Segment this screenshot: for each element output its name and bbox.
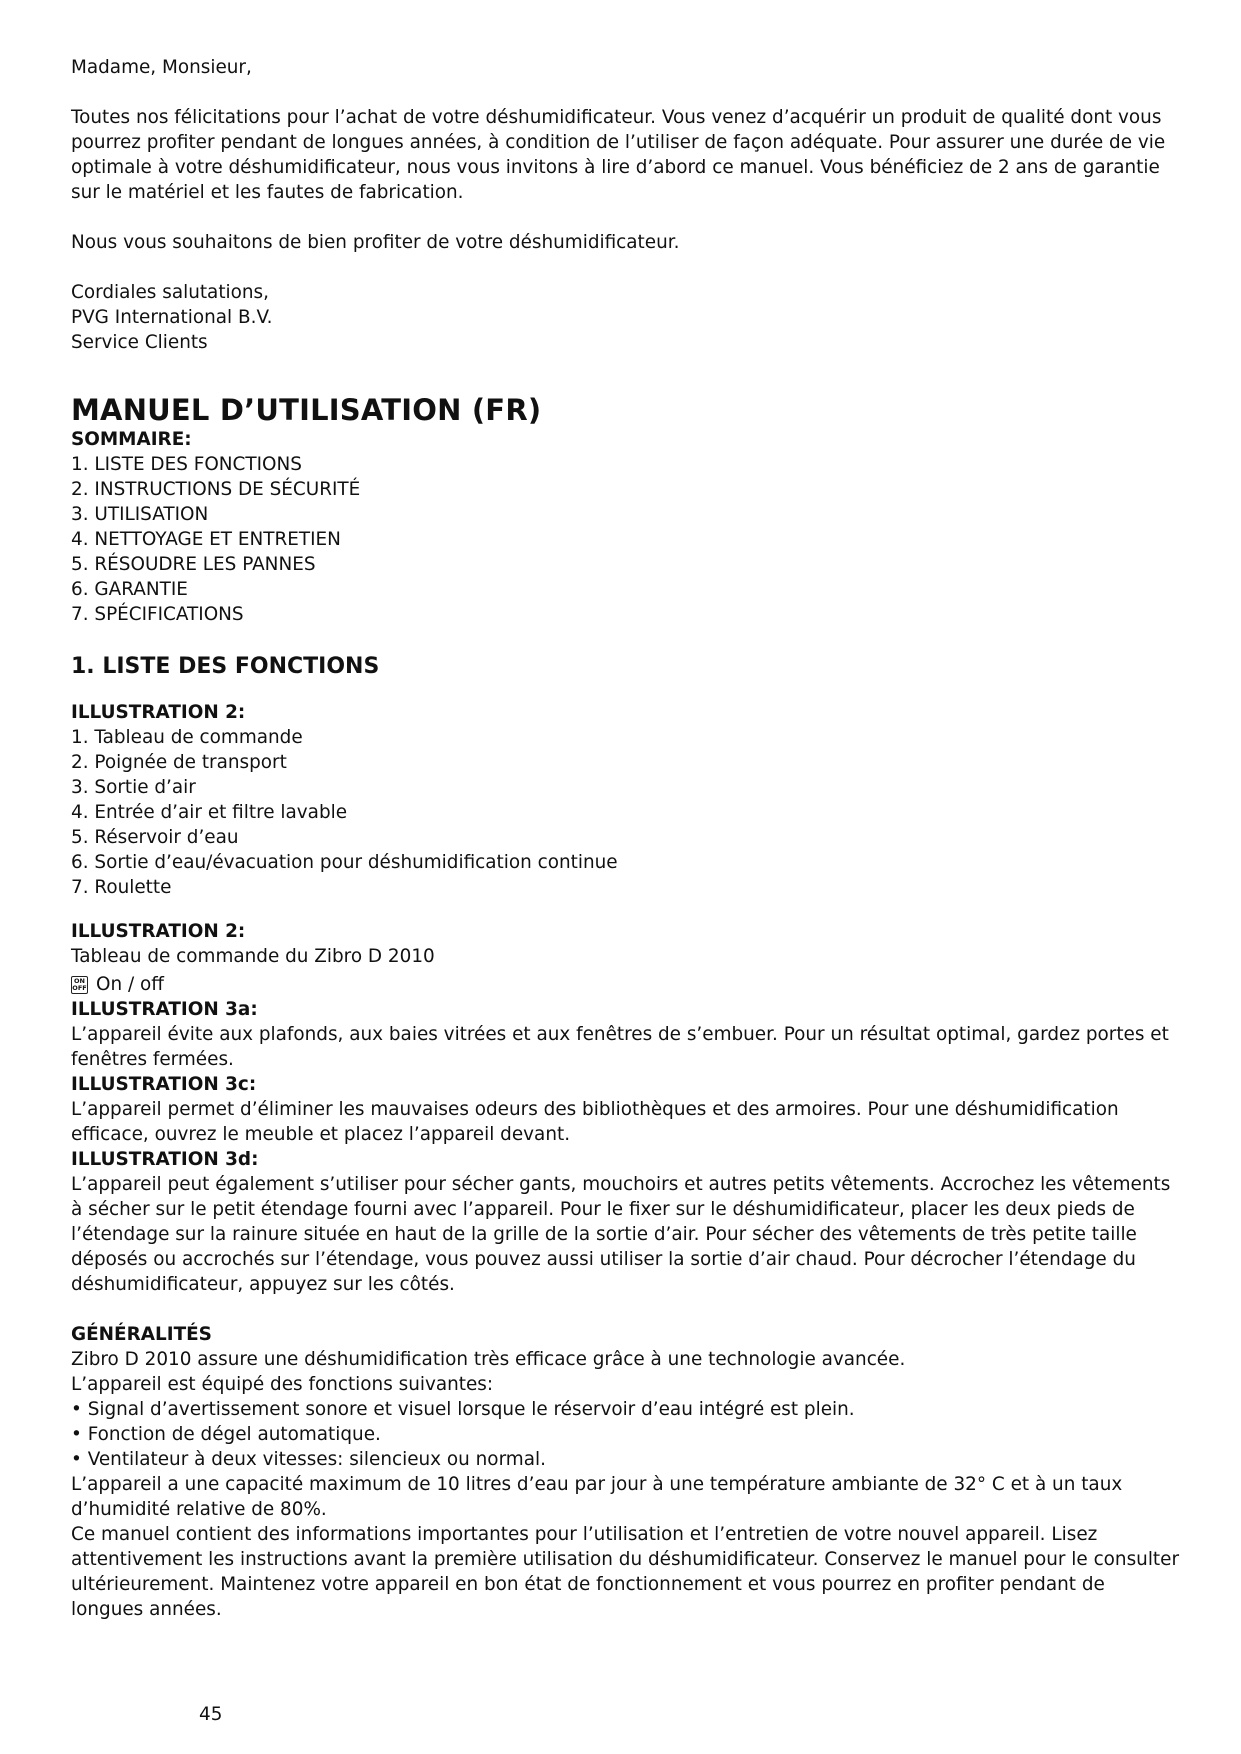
general-line: L’appareil est équipé des fonctions suivantes: [71,1374,494,1395]
toc-item: 6. GARANTIE [71,579,188,600]
toc-item: 2. INSTRUCTIONS DE SÉCURITÉ [71,479,361,500]
power-button-icon [71,976,88,994]
closing-line: PVG International B.V. [71,307,273,328]
general-section [71,1322,1181,1622]
toc-heading: SOMMAIRE: [71,429,192,450]
document-page [71,55,1181,1622]
info-text: Ce manuel contient des informations importantes pour l’utilisation et l’entretien de votre nouvel appareil. Lisez attentivement les instructions avant la première utilisation du déshumidificateur. Conservez le manuel pour le consulter ultérieurement. Maintenez votre appareil en bon état de fonctionnement et vous pourrez en profiter pendant de longues années. [71,1524,1180,1620]
illustration-heading: ILLUSTRATION 3c: [71,1074,257,1095]
illustration-heading: ILLUSTRATION 2: [71,921,246,942]
table-of-contents [71,427,1181,627]
onoff-label: On / off [96,974,164,995]
wish-paragraph: Nous vous souhaitons de bien profiter de votre déshumidificateur. [71,232,680,253]
illustration-heading: ILLUSTRATION 3d: [71,1149,259,1170]
closing-block [71,280,1181,355]
intro-paragraph: Toutes nos félicitations pour l’achat de votre déshumidificateur. Vous venez d’acquérir un produit de qualité dont vous pourrez profiter pendant de longues années, à condition de l’utiliser de façon adéquate. Pour assurer une durée de vie optimale à votre déshumidificateur, nous vous invitons à lire d’abord ce manuel. Vous bénéficiez de 2 ans de garantie sur le matériel et les fautes de fabrication. [71,107,1166,203]
capacity-text: L’appareil a une capacité maximum de 10 litres d’eau par jour à une température ambiante de 32° C et à un taux d’humidité relative de 80%. [71,1474,1123,1520]
illustration-2-panel [71,919,1181,997]
section-title: 1. LISTE DES FONCTIONS [71,654,380,679]
power-icon-on-text: ON [74,977,85,985]
illustration-text: L’appareil permet d’éliminer les mauvaises odeurs des bibliothèques et des armoires. Pour une déshumidification efficace, ouvrez le meuble et placez l’appareil devant. [71,1099,1119,1145]
toc-item: 7. SPÉCIFICATIONS [71,604,244,625]
panel-caption: Tableau de commande du Zibro D 2010 [71,946,435,967]
part-item: 2. Poignée de transport [71,752,287,773]
feature-bullet: • Ventilateur à deux vitesses: silencieux ou normal. [71,1449,546,1470]
illustration-3c [71,1072,1181,1147]
illustration-heading: ILLUSTRATION 2: [71,702,246,723]
page-number: 45 [199,1704,223,1725]
general-line: Zibro D 2010 assure une déshumidification très efficace grâce à une technologie avancée. [71,1349,906,1370]
power-icon-off-text: OFF [72,983,87,992]
part-item: 7. Roulette [71,877,172,898]
manual-title: MANUEL D’UTILISATION (FR) [71,393,542,427]
general-heading: GÉNÉRALITÉS [71,1324,212,1345]
part-item: 5. Réservoir d’eau [71,827,239,848]
feature-bullet: • Signal d’avertissement sonore et visuel lorsque le réservoir d’eau intégré est plein. [71,1399,855,1420]
toc-item: 3. UTILISATION [71,504,209,525]
part-item: 3. Sortie d’air [71,777,196,798]
closing-line: Service Clients [71,332,208,353]
illustration-3a [71,997,1181,1072]
toc-item: 4. NETTOYAGE ET ENTRETIEN [71,529,341,550]
greeting: Madame, Monsieur, [71,57,252,78]
part-item: 4. Entrée d’air et filtre lavable [71,802,348,823]
part-item: 1. Tableau de commande [71,727,303,748]
toc-item: 1. LISTE DES FONCTIONS [71,454,302,475]
closing-line: Cordiales salutations, [71,282,269,303]
illustration-text: L’appareil peut également s’utiliser pour sécher gants, mouchoirs et autres petits vêtements. Accrochez les vêtements à sécher sur le petit étendage fourni avec l’appareil. Pour le fixer sur le déshumidificateur, placer les deux pieds de l’étendage sur la rainure située en haut de la grille de la sortie d’air. Pour sécher des vêtements de très petite taille déposés ou accrochés sur l’étendage, vous pouvez aussi utiliser la sortie d’air chaud. Pour décrocher l’étendage du déshumidificateur, appuyez sur les côtés. [71,1174,1171,1295]
onoff-row [71,972,1181,997]
illustration-3d [71,1147,1181,1297]
feature-bullet: • Fonction de dégel automatique. [71,1424,381,1445]
part-item: 6. Sortie d’eau/évacuation pour déshumidification continue [71,852,618,873]
illustration-text: L’appareil évite aux plafonds, aux baies vitrées et aux fenêtres de s’embuer. Pour un résultat optimal, gardez portes et fenêtres fermées. [71,1024,1169,1070]
illustration-heading: ILLUSTRATION 3a: [71,999,258,1020]
illustration-2-parts [71,700,1181,900]
toc-item: 5. RÉSOUDRE LES PANNES [71,554,316,575]
